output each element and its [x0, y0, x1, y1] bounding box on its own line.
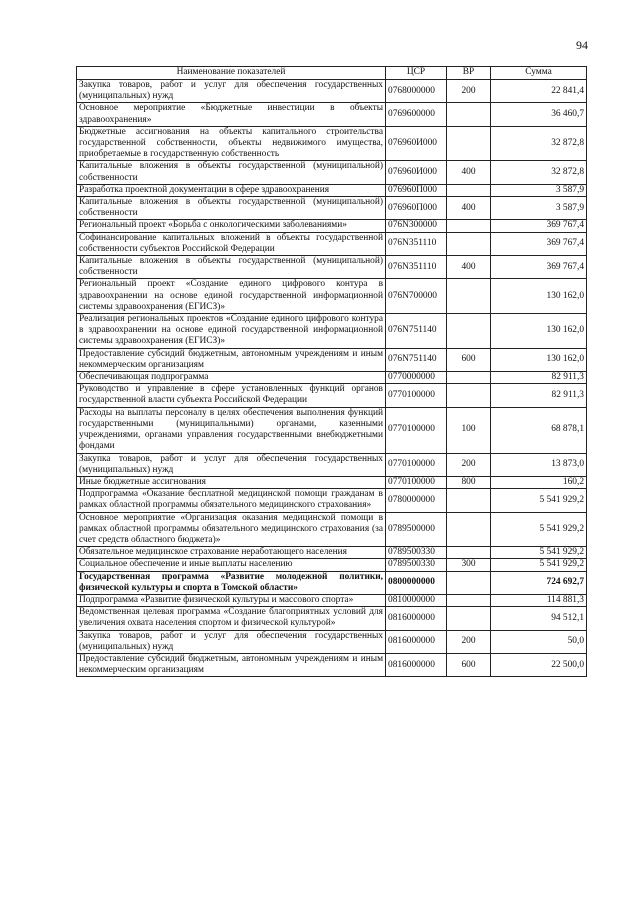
table-row [77, 279, 587, 314]
row-sum: 160,2 [491, 476, 587, 488]
header-csr: ЦСР [386, 67, 447, 80]
table-row [77, 232, 587, 255]
row-sum: 32 872,8 [491, 126, 587, 161]
row-vr-code [447, 314, 491, 349]
table-row [77, 607, 587, 630]
table-row [77, 80, 587, 103]
table-row [77, 630, 587, 653]
row-vr-code [447, 489, 491, 512]
row-vr-code: 100 [447, 407, 491, 453]
row-sum: 724 692,7 [491, 571, 587, 594]
row-sum: 5 541 929,2 [491, 512, 587, 547]
row-name: Основное мероприятие «Бюджетные инвестиции в объекты здравоохранения» [77, 103, 386, 126]
row-vr-code [447, 220, 491, 232]
row-name: Региональный проект «Создание единого цифрового контура в здравоохранении на основе единой государственной информационной системы здравоохранения (ЕГИСЗ)» [77, 279, 386, 314]
table-row [77, 384, 587, 407]
row-csr-code: 0768000000 [386, 80, 447, 103]
row-csr-code: 076N351110 [386, 256, 447, 279]
row-csr-code: 076960П000 [386, 184, 447, 196]
row-name: Расходы на выплаты персоналу в целях обеспечения выполнения функций государственными (муниципальными) органами, казенными учреждениями, органами управления государственными внебюджетными фондами [77, 407, 386, 453]
table-row [77, 220, 587, 232]
row-vr-code [447, 126, 491, 161]
row-sum: 369 767,4 [491, 220, 587, 232]
table-row [77, 547, 587, 559]
row-csr-code: 076960И000 [386, 161, 447, 184]
row-csr-code: 076960И000 [386, 126, 447, 161]
row-csr-code: 0789500000 [386, 512, 447, 547]
row-vr-code [447, 103, 491, 126]
row-csr-code: 0780000000 [386, 489, 447, 512]
header-sum: Сумма [491, 67, 587, 80]
row-csr-code: 0770000000 [386, 372, 447, 384]
row-sum: 13 873,0 [491, 453, 587, 476]
row-name: Капитальные вложения в объекты государственной (муниципальной) собственности [77, 256, 386, 279]
budget-table [76, 66, 587, 677]
row-name: Разработка проектной документации в сфере здравоохранения [77, 184, 386, 196]
table-row [77, 489, 587, 512]
row-name: Капитальные вложения в объекты государственной (муниципальной) собственности [77, 197, 386, 220]
row-csr-code: 0770100000 [386, 384, 447, 407]
row-vr-code: 200 [447, 80, 491, 103]
row-vr-code: 800 [447, 476, 491, 488]
row-name: Софинансирование капитальных вложений в объекты государственной собственности субъектов Российской Федерации [77, 232, 386, 255]
table-header-row [77, 67, 587, 80]
row-sum: 94 512,1 [491, 607, 587, 630]
table-row [77, 653, 587, 676]
row-name: Предоставление субсидий бюджетным, автономным учреждениям и иным некоммерческим организациям [77, 348, 386, 371]
row-sum: 130 162,0 [491, 348, 587, 371]
row-vr-code: 600 [447, 653, 491, 676]
row-csr-code: 0770100000 [386, 476, 447, 488]
row-name: Социальное обеспечение и иные выплаты населению [77, 559, 386, 571]
row-csr-code: 0789500330 [386, 547, 447, 559]
row-csr-code: 0816000000 [386, 607, 447, 630]
row-name: Обязательное медицинское страхование неработающего населения [77, 547, 386, 559]
table-row [77, 476, 587, 488]
row-sum: 82 911,3 [491, 384, 587, 407]
row-name: Подпрограмма «Оказание бесплатной медицинской помощи гражданам в рамках областной программы обязательного медицинского страхования» [77, 489, 386, 512]
row-name: Закупка товаров, работ и услуг для обеспечения государственных (муниципальных) нужд [77, 630, 386, 653]
row-csr-code: 0816000000 [386, 653, 447, 676]
row-name: Предоставление субсидий бюджетным, автономным учреждениям и иным некоммерческим организациям [77, 653, 386, 676]
row-sum: 114 881,3 [491, 594, 587, 606]
table-row [77, 512, 587, 547]
row-name: Основное мероприятие «Организация оказания медицинской помощи в рамках областной программы обязательного медицинского страхования (за счет средств областного бюджета)» [77, 512, 386, 547]
table-row [77, 453, 587, 476]
table-row [77, 256, 587, 279]
row-vr-code [447, 184, 491, 196]
row-csr-code: 0800000000 [386, 571, 447, 594]
row-csr-code: 0816000000 [386, 630, 447, 653]
row-sum: 130 162,0 [491, 314, 587, 349]
row-vr-code: 300 [447, 559, 491, 571]
row-name: Капитальные вложения в объекты государственной (муниципальной) собственности [77, 161, 386, 184]
row-vr-code [447, 607, 491, 630]
row-name: Обеспечивающая подпрограмма [77, 372, 386, 384]
row-csr-code: 0770100000 [386, 453, 447, 476]
row-vr-code: 400 [447, 161, 491, 184]
header-vr: ВР [447, 67, 491, 80]
table-body [77, 80, 587, 677]
row-sum: 5 541 929,2 [491, 559, 587, 571]
row-sum: 5 541 929,2 [491, 547, 587, 559]
row-name: Закупка товаров, работ и услуг для обеспечения государственных (муниципальных) нужд [77, 80, 386, 103]
row-sum: 130 162,0 [491, 279, 587, 314]
table-row [77, 372, 587, 384]
row-sum: 3 587,9 [491, 184, 587, 196]
row-vr-code: 400 [447, 197, 491, 220]
row-vr-code: 600 [447, 348, 491, 371]
table-row [77, 197, 587, 220]
row-csr-code: 0770100000 [386, 407, 447, 453]
row-csr-code: 076N300000 [386, 220, 447, 232]
row-vr-code: 400 [447, 256, 491, 279]
table-row [77, 407, 587, 453]
row-name: Иные бюджетные ассигнования [77, 476, 386, 488]
row-sum: 36 460,7 [491, 103, 587, 126]
table-row [77, 161, 587, 184]
row-sum: 68 878,1 [491, 407, 587, 453]
row-vr-code [447, 279, 491, 314]
header-name: Наименование показателей [77, 67, 386, 80]
row-vr-code: 200 [447, 453, 491, 476]
row-name: Ведомственная целевая программа «Создание благоприятных условий для увеличения охвата населения спортом и физической культурой» [77, 607, 386, 630]
row-name: Бюджетные ассигнования на объекты капитального строительства государственной собственности, объекты недвижимого имущества, приобретаемые в государственную собственность [77, 126, 386, 161]
row-sum: 82 911,3 [491, 372, 587, 384]
row-csr-code: 076960П000 [386, 197, 447, 220]
table-row [77, 314, 587, 349]
row-vr-code [447, 594, 491, 606]
row-sum: 22 841,4 [491, 80, 587, 103]
row-sum: 3 587,9 [491, 197, 587, 220]
row-name: Закупка товаров, работ и услуг для обеспечения государственных (муниципальных) нужд [77, 453, 386, 476]
row-name: Руководство и управление в сфере установленных функций органов государственной власти субъекта Российской Федерации [77, 384, 386, 407]
row-csr-code: 0789500330 [386, 559, 447, 571]
row-sum: 5 541 929,2 [491, 489, 587, 512]
table-row [77, 184, 587, 196]
row-sum: 369 767,4 [491, 232, 587, 255]
row-sum: 50,0 [491, 630, 587, 653]
row-vr-code [447, 384, 491, 407]
row-name: Подпрограмма «Развитие физической культуры и массового спорта» [77, 594, 386, 606]
page-number: 94 [576, 38, 588, 52]
row-vr-code [447, 232, 491, 255]
table-row [77, 594, 587, 606]
row-vr-code [447, 512, 491, 547]
table-row [77, 103, 587, 126]
row-vr-code [447, 547, 491, 559]
row-sum: 32 872,8 [491, 161, 587, 184]
row-sum: 369 767,4 [491, 256, 587, 279]
row-csr-code: 076N751140 [386, 314, 447, 349]
row-name: Государственная программа «Развитие молодежной политики, физической культуры и спорта в Томской области» [77, 571, 386, 594]
row-vr-code: 200 [447, 630, 491, 653]
row-csr-code: 076N751140 [386, 348, 447, 371]
row-csr-code: 0810000000 [386, 594, 447, 606]
row-vr-code [447, 571, 491, 594]
table-row [77, 348, 587, 371]
row-vr-code [447, 372, 491, 384]
table-row [77, 126, 587, 161]
row-name: Реализация региональных проектов «Создание единого цифрового контура в здравоохранении на основе единой государственной информационной системы здравоохранения (ЕГИСЗ)» [77, 314, 386, 349]
row-csr-code: 076N351110 [386, 232, 447, 255]
table-row [77, 559, 587, 571]
row-csr-code: 0769600000 [386, 103, 447, 126]
table-row [77, 571, 587, 594]
row-name: Региональный проект «Борьба с онкологическими заболеваниями» [77, 220, 386, 232]
row-sum: 22 500,0 [491, 653, 587, 676]
row-csr-code: 076N700000 [386, 279, 447, 314]
